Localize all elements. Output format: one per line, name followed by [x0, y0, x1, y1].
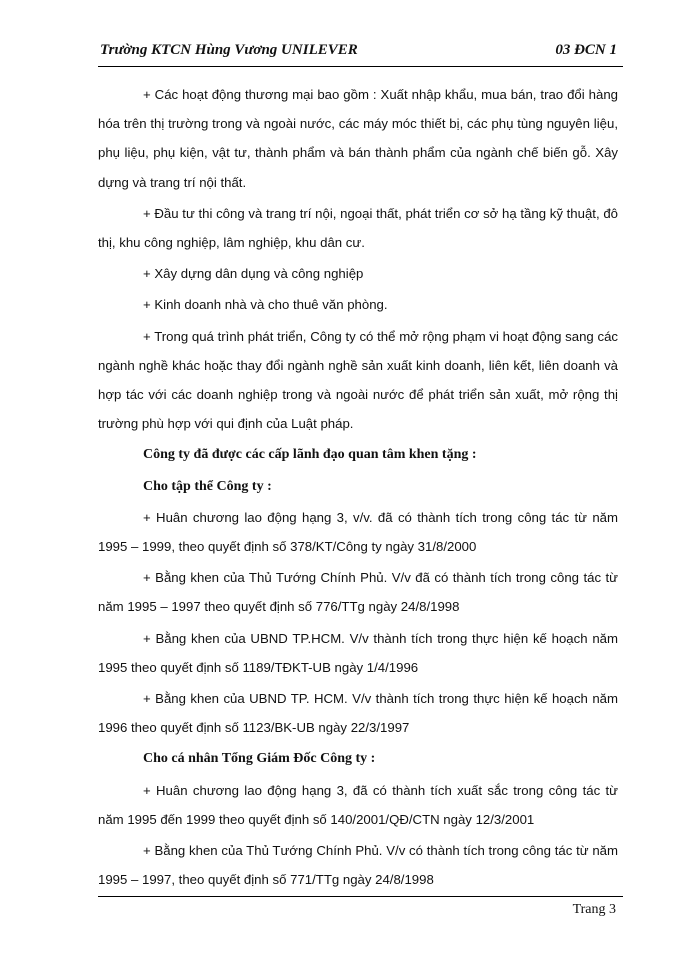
award-item: + Huân chương lao động hạng 3, v/v. đã có thành tích trong công tác từ năm 1995 – 1999, theo quyết định số 378/KT/Công ty ngày 31/8/2000 — [98, 509, 618, 555]
header-class-code: 03 ĐCN 1 — [555, 42, 617, 58]
paragraph-expansion: + Trong quá trình phát triển, Công ty có thể mở rộng phạm vi hoạt động sang các ngành nghề khác hoặc thay đổi ngành nghề sản xuất kinh doanh, liên kết, liên doanh và hợp tác với các doanh nghiệp trong và ngoài nước để phát triển sản xuất, mở rộng thị trường phù hợp với qui định của Luật pháp. — [98, 328, 618, 432]
paragraph-trade-activities: + Các hoạt động thương mại bao gồm : Xuất nhập khẩu, mua bán, trao đổi hàng hóa trên thị trường trong và ngoài nước, các máy móc thiết bị, các phụ tùng nguyên liệu, phụ liệu, phụ kiện, vật tư, thành phẩm và bán thành phẩm của ngành chế biến gỗ. Xây dựng và trang trí nội thất. — [98, 87, 618, 190]
award-item: + Huân chương lao động hạng 3, đã có thành tích xuất sắc trong công tác từ năm 1995 đến 1999 theo quyết định số 140/2001/QĐ/CTN ngày 12/3/2001 — [98, 782, 618, 827]
paragraph-construction-investment: + Đầu tư thi công và trang trí nội, ngoại thất, phát triển cơ sở hạ tầng kỹ thuật, đô thị, khu công nghiệp, lâm nghiệp, khu dân cư. — [98, 205, 618, 251]
footer-divider — [98, 896, 623, 897]
header-school-name: Trường KTCN Hùng Vương UNILEVER — [100, 42, 358, 58]
heading-individual-awards: Cho cá nhân Tổng Giám Đốc Công ty : — [143, 751, 376, 767]
page-number: Trang 3 — [572, 902, 616, 917]
award-item: + Bằng khen của Thủ Tướng Chính Phủ. V/v đã có thành tích trong công tác từ năm 1995 – 1997 theo quyết định số 776/TTg ngày 24/8/1998 — [98, 570, 618, 615]
heading-collective-awards: Cho tập thể Công ty : — [143, 478, 272, 494]
page-header — [98, 42, 623, 64]
award-item: + Bằng khen của UBND TP. HCM. V/v thành tích trong thực hiện kế hoạch năm 1996 theo quyết định số 1123/BK-UB ngày 22/3/1997 — [98, 691, 618, 736]
award-item: + Bằng khen của UBND TP.HCM. V/v thành tích trong thực hiện kế hoạch năm 1995 theo quyết định số 1189/TĐKT-UB ngày 1/4/1996 — [98, 630, 618, 675]
heading-awards: Công ty đã được các cấp lãnh đạo quan tâm khen tặng : — [143, 447, 477, 463]
award-item: + Bằng khen của Thủ Tướng Chính Phủ. V/v có thành tích trong công tác từ năm 1995 – 1997, theo quyết định số 771/TTg ngày 24/8/1998 — [98, 843, 618, 888]
header-divider — [98, 66, 623, 67]
document-body — [98, 80, 618, 894]
paragraph-office-rental: + Kinh doanh nhà và cho thuê văn phòng. — [143, 297, 388, 313]
paragraph-civil-construction: + Xây dựng dân dụng và công nghiệp — [143, 266, 364, 282]
